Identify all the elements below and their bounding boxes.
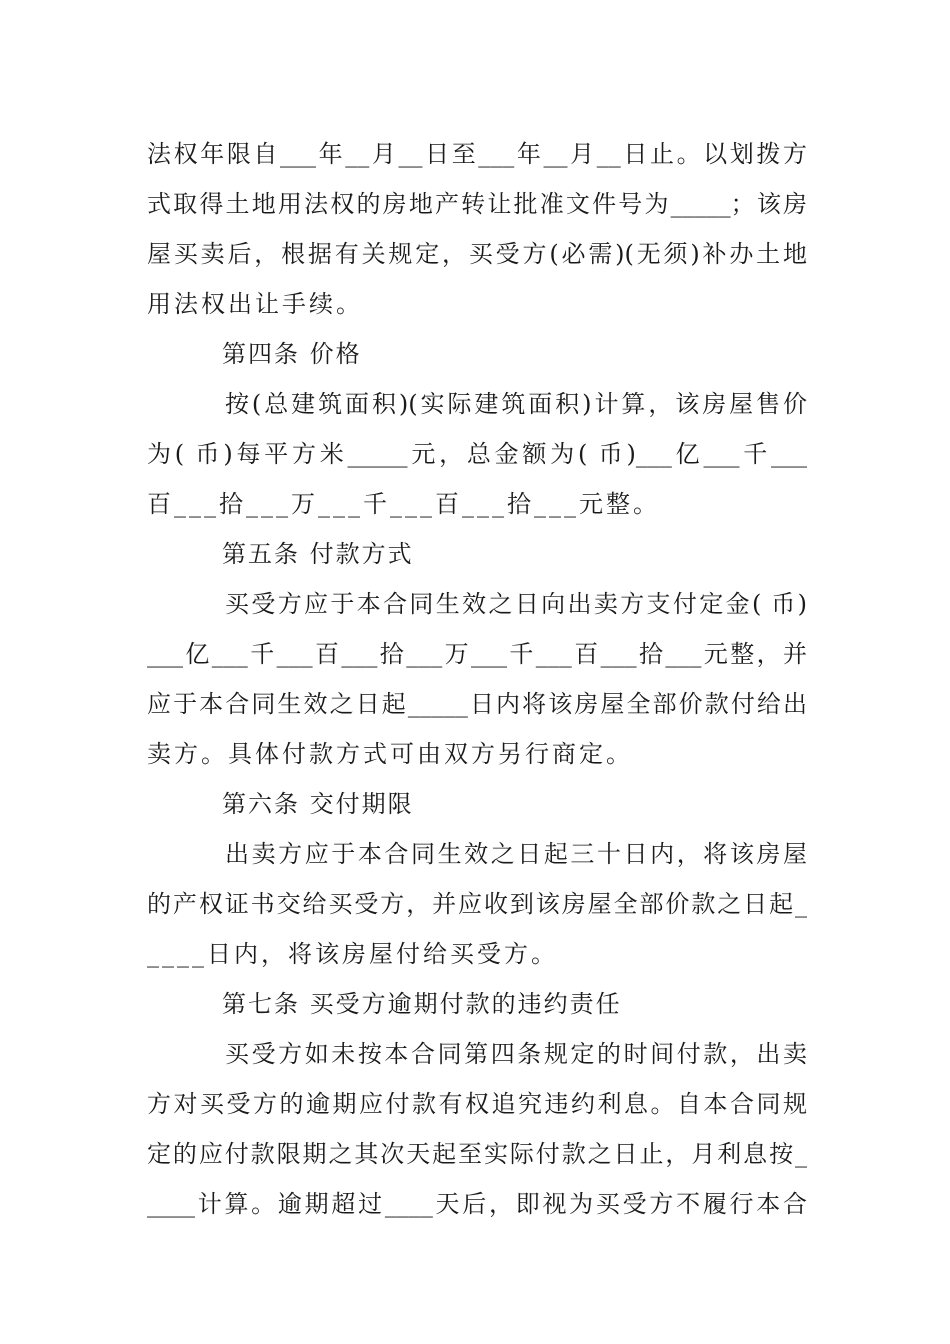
paragraph-line: 式取得土地用法权的房地产转让批准文件号为_____；该房: [147, 190, 807, 218]
paragraph-line: 定的应付款限期之其次天起至实际付款之日止，月利息按_: [147, 1140, 807, 1168]
paragraph-line: ____计算。逾期超过____天后，即视为买受方不履行本合: [147, 1190, 807, 1218]
paragraph-line: ____日内，将该房屋付给买受方。: [147, 940, 558, 968]
paragraph-line: 出卖方应于本合同生效之日起三十日内，将该房屋: [225, 840, 807, 868]
paragraph-line: 百___拾___万___千___百___拾___元整。: [147, 490, 660, 518]
section-heading: 第七条 买受方逾期付款的违约责任: [222, 990, 622, 1018]
paragraph-line: 用法权出让手续。: [147, 290, 363, 318]
paragraph-line: 法权年限自___年__月__日至___年__月__日止。以划拨方: [147, 140, 807, 168]
paragraph-line: 为( 币)每平方米_____元，总金额为( 币)___亿___千___: [147, 440, 807, 468]
section-heading: 第四条 价格: [222, 340, 362, 368]
section-heading: 第六条 交付期限: [222, 790, 414, 818]
paragraph-line: 应于本合同生效之日起_____日内将该房屋全部价款付给出: [147, 690, 807, 718]
paragraph-line: 卖方。具体付款方式可由双方另行商定。: [147, 740, 633, 768]
paragraph-line: 屋买卖后，根据有关规定，买受方(必需)(无须)补办土地: [147, 240, 807, 268]
paragraph-line: 按(总建筑面积)(实际建筑面积)计算，该房屋售价: [225, 390, 807, 418]
section-heading: 第五条 付款方式: [222, 540, 414, 568]
paragraph-line: 买受方如未按本合同第四条规定的时间付款，出卖: [225, 1040, 807, 1068]
paragraph-line: 的产权证书交给买受方，并应收到该房屋全部价款之日起_: [147, 890, 807, 918]
paragraph-line: ___亿___千___百___拾___万___千___百___拾___元整，并: [147, 640, 807, 668]
paragraph-line: 买受方应于本合同生效之日向出卖方支付定金( 币): [225, 590, 807, 618]
paragraph-line: 方对买受方的逾期应付款有权追究违约利息。自本合同规: [147, 1090, 807, 1118]
